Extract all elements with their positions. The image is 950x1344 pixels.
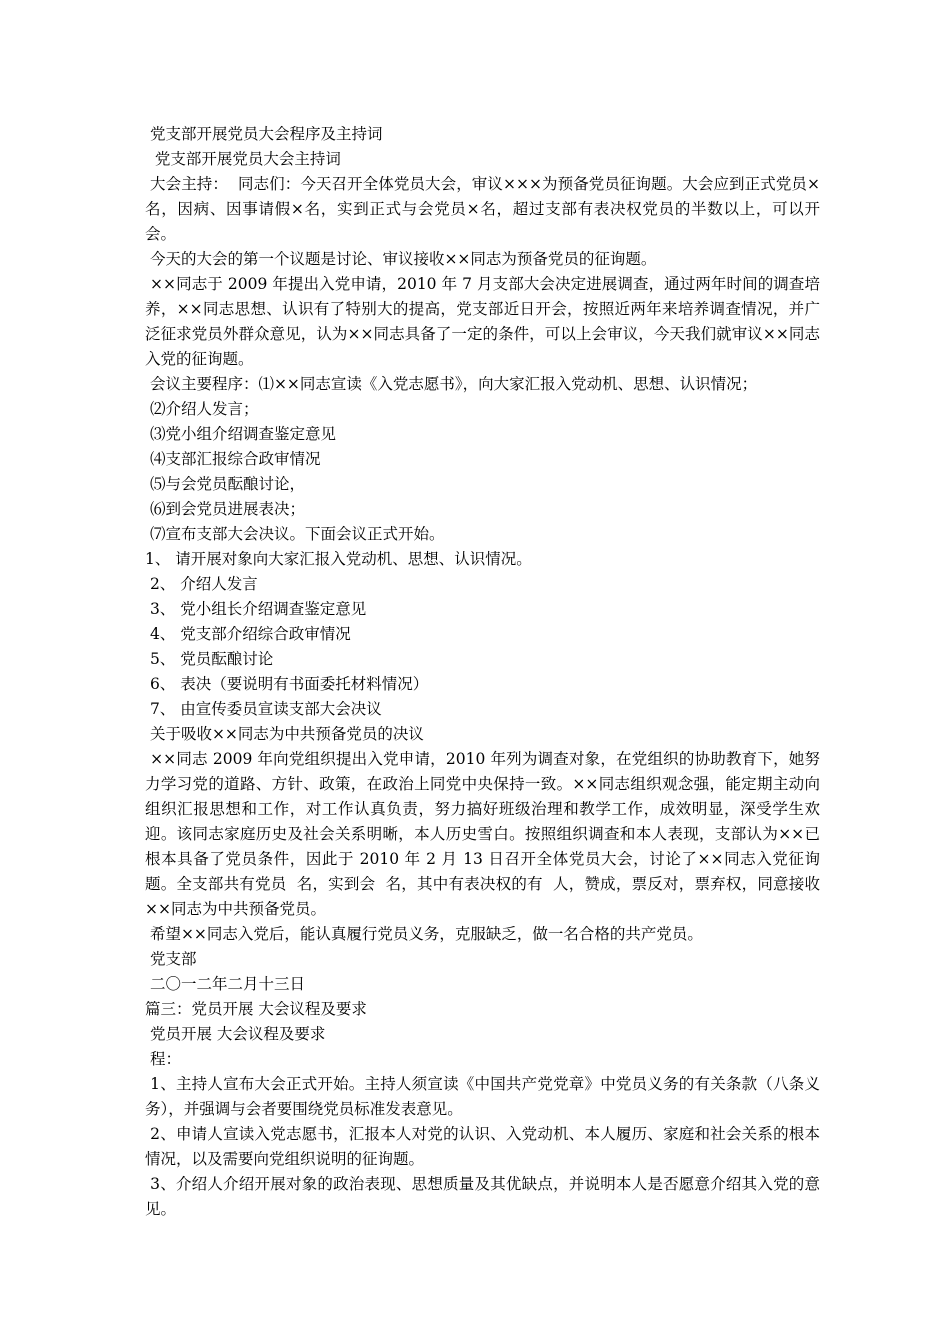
date: 二〇一二年二月十三日	[145, 975, 305, 993]
paragraph: ××同志于 2009 年提出入党申请，2010 年 7 月支部大会决定进展调查，通过两年时间的调查培养，××同志思想、认识有了特别大的提高，党支部近日开会，按照近两年来培养调查情况，并广泛征求党员外群众意见，认为××同志具备了一定的条件，可以上会审议，今天我们就审议××同志入党的征询题。	[145, 275, 820, 368]
list-item: ⑸与会党员酝酿讨论，	[145, 475, 305, 493]
list-item: ⑺宣布支部大会决议。下面会议正式开始。	[145, 525, 445, 543]
paragraph: 大会主持： 同志们：今天召开全体党员大会，审议×××为预备党员征询题。大会应到正式党员×名，因病、因事请假×名，实到正式与会党员×名，超过支部有表决权党员的半数以上，可以开会。	[145, 175, 820, 243]
list-item: 1、主持人宣布大会正式开始。主持人须宣读《中国共产党党章》中党员义务的有关条款（八条义务），并强调与会者要围绕党员标准发表意见。	[145, 1075, 820, 1118]
list-item: 2、申请人宣读入党志愿书，汇报本人对党的认识、入党动机、本人履历、家庭和社会关系的根本情况，以及需要向党组织说明的征询题。	[145, 1125, 820, 1168]
section-heading: 党支部开展党员大会主持词	[145, 150, 341, 168]
signature: 党支部	[145, 950, 197, 968]
list-item: 4、 党支部介绍综合政审情况	[145, 625, 351, 643]
list-item: ⑷支部汇报综合政审情况	[145, 450, 321, 468]
list-item: 7、 由宣传委员宣读支部大会决议	[145, 700, 382, 718]
list-item: 3、 党小组长介绍调查鉴定意见	[145, 600, 367, 618]
paragraph: 希望××同志入党后，能认真履行党员义务，克服缺乏，做一名合格的共产党员。	[145, 925, 703, 943]
list-item: ⑶党小组介绍调查鉴定意见	[145, 425, 336, 443]
document-body	[145, 122, 820, 1222]
list-item: ⑵介绍人发言；	[145, 400, 259, 418]
list-item: 3、介绍人介绍开展对象的政治表现、思想质量及其优缺点，并说明本人是否愿意介绍其入党的意见。	[145, 1175, 820, 1218]
paragraph: 程：	[145, 1050, 181, 1068]
section-heading: 关于吸收××同志为中共预备党员的决议	[145, 725, 424, 743]
doc-title: 党支部开展党员大会程序及主持词	[145, 125, 383, 143]
list-item: 5、 党员酝酿讨论	[145, 650, 274, 668]
paragraph: 会议主要程序：⑴××同志宣读《入党志愿书》，向大家汇报入党动机、思想、认识情况；	[145, 375, 758, 393]
list-item: ⑹到会党员进展表决；	[145, 500, 305, 518]
paragraph: ××同志 2009 年向党组织提出入党申请，2010 年列为调查对象，在党组织的协助教育下，她努力学习党的道路、方针、政策，在政治上同党中央保持一致。××同志组织观念强，能定期主动向组织汇报思想和工作，对工作认真负责，努力搞好班级治理和教学工作，成效明显，深受学生欢迎。该同志家庭历史及社会关系明晰，本人历史雪白。按照组织调查和本人表现，支部认为××已根本具备了党员条件，因此于 2010 年 2 月 13 日召开全体党员大会，讨论了××同志入党征询题。全支部共有党员 名，实到会 名，其中有表决权的有 人，赞成，票反对，票弃权，同意接收××同志为中共预备党员。	[145, 750, 820, 918]
list-item: 1、 请开展对象向大家汇报入党动机、思想、认识情况。	[145, 550, 532, 568]
section-heading: 篇三：党员开展 大会议程及要求	[145, 1000, 367, 1018]
list-item: 6、 表决（要说明有书面委托材料情况）	[145, 675, 429, 693]
list-item: 2、 介绍人发言	[145, 575, 258, 593]
section-heading: 党员开展 大会议程及要求	[145, 1025, 326, 1043]
paragraph: 今天的大会的第一个议题是讨论、审议接收××同志为预备党员的征询题。	[145, 250, 657, 268]
